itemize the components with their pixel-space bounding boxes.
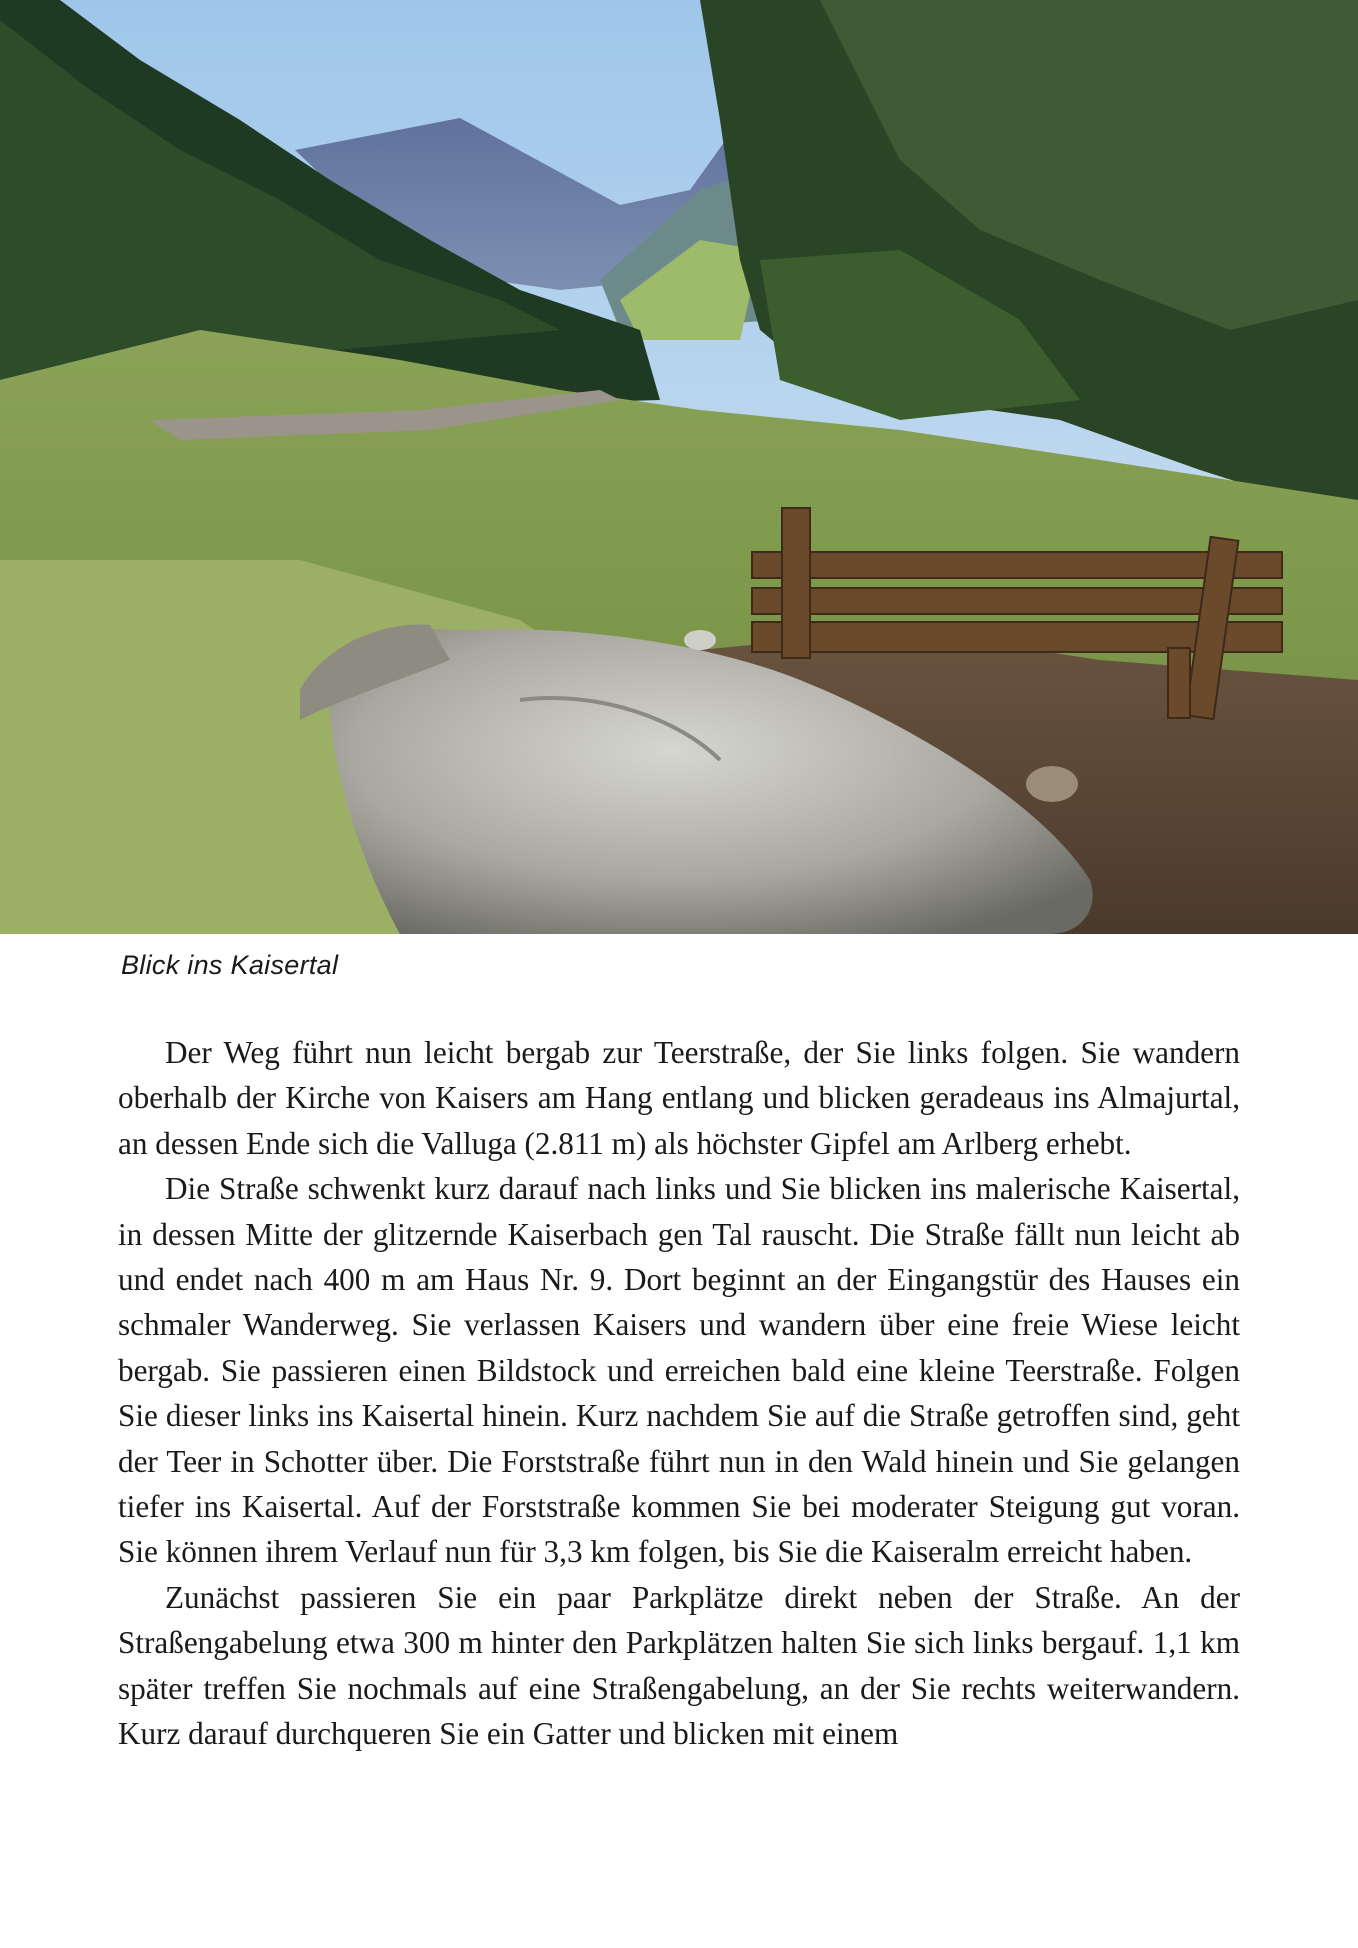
body-text: [118, 1030, 1240, 1757]
landscape-photo: [0, 0, 1358, 934]
paragraph: Der Weg führt nun leicht bergab zur Teerstraße, der Sie links folgen. Sie wandern oberhalb der Kirche von Kaisers am Hang entlang und blicken geradeaus ins Almajurtal, an dessen Ende sich die Valluga (2.811 m) als höchster Gipfel am Arlberg erhebt.: [118, 1035, 1240, 1161]
paragraph: Die Straße schwenkt kurz darauf nach links und Sie blicken ins malerische Kaisertal, in dessen Mitte der glitzernde Kaiserbach gen Tal rauscht. Die Straße fällt nun leicht ab und endet nach 400 m am Haus Nr. 9. Dort beginnt an der Eingangstür des Hauses ein schmaler Wanderweg. Sie verlassen Kaisers und wandern über eine freie Wiese leicht bergab. Sie passieren einen Bildstock und erreichen bald eine kleine Teerstraße. Folgen Sie dieser links ins Kaisertal hinein. Kurz nachdem Sie auf die Straße getroffen sind, geht der Teer in Schotter über. Die Forststraße führt nun in den Wald hinein und Sie gelangen tiefer ins Kaisertal. Auf der Forststraße kommen Sie bei moderater Steigung gut voran. Sie können ihrem Verlauf nun für 3,3 km folgen, bis Sie die Kaiseralm erreicht haben.: [118, 1171, 1240, 1570]
photo-caption: Blick ins Kaisertal: [121, 950, 339, 980]
paragraph: Zunächst passieren Sie ein paar Parkplätze direkt neben der Straße. An der Straßengabelung etwa 300 m hinter den Parkplätzen halten Sie sich links bergauf. 1,1 km später treffen Sie nochmals auf eine Straßengabelung, an der Sie rechts weiterwandern. Kurz darauf durchqueren Sie ein Gatter und blicken mit einem: [118, 1579, 1240, 1752]
